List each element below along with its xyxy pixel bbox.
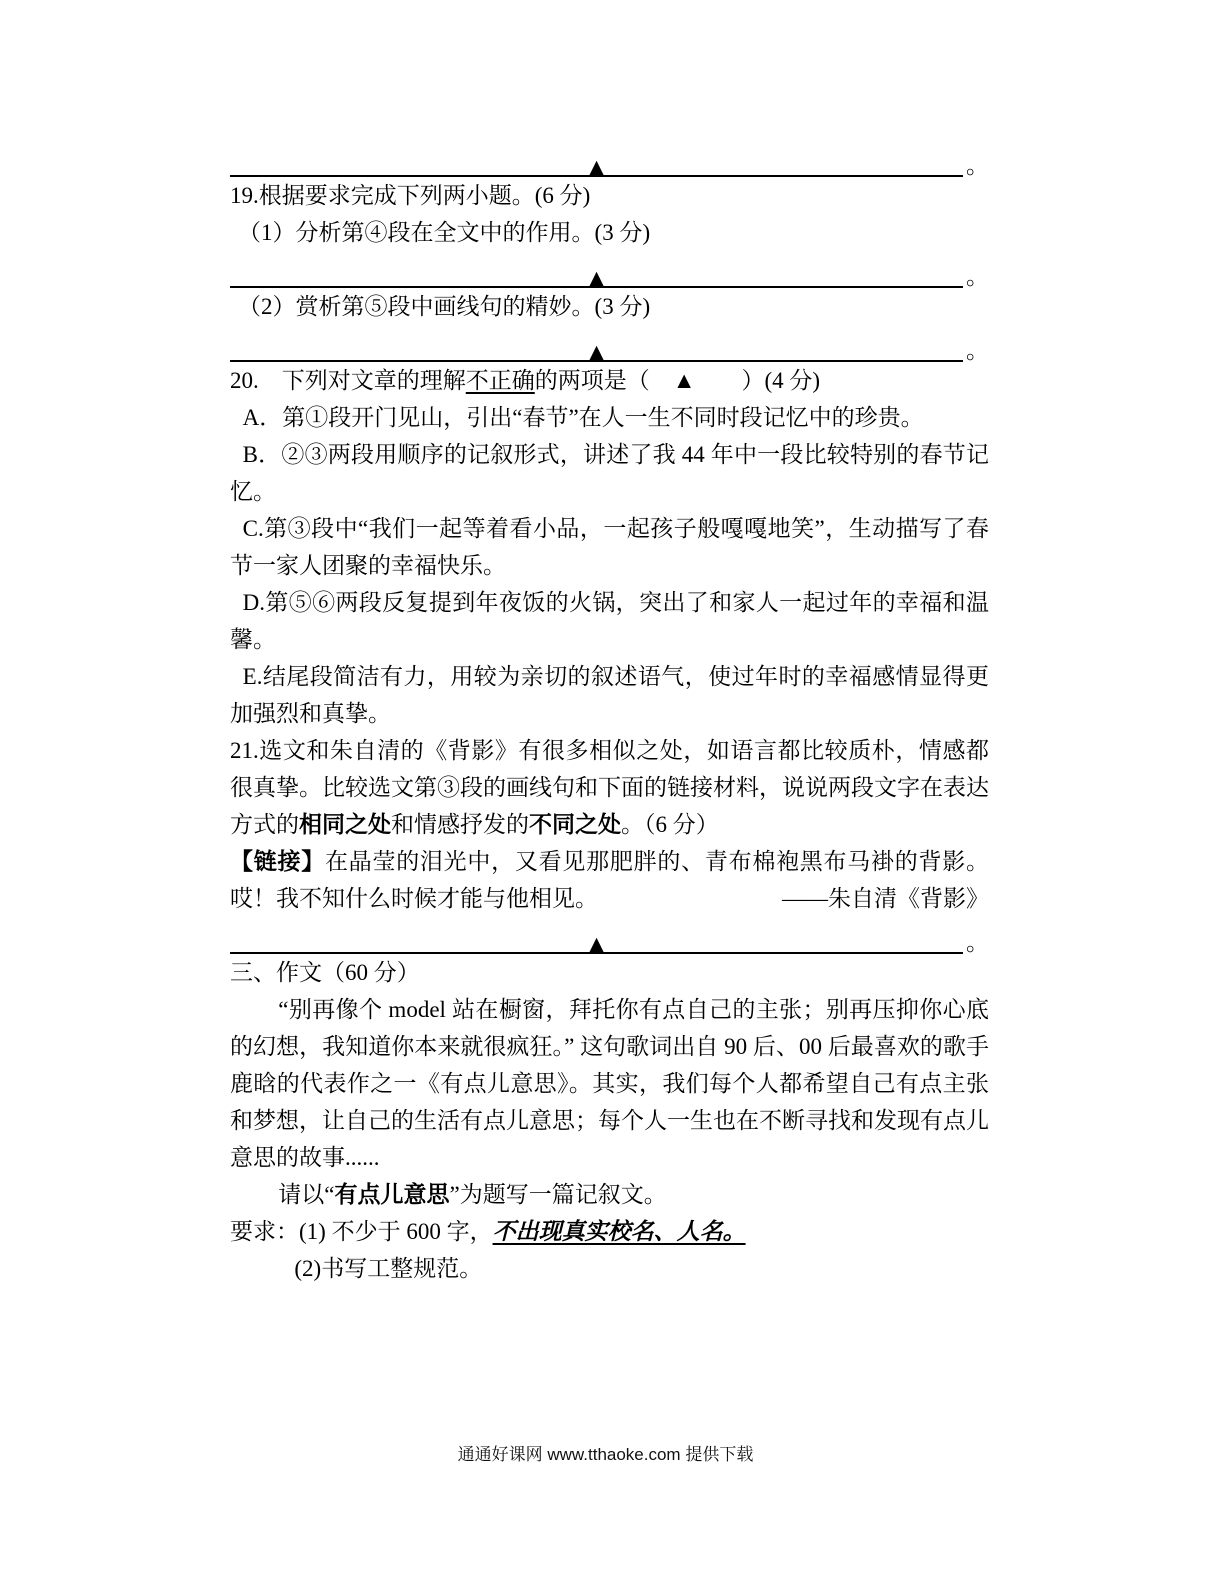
- composition-task: [230, 1176, 989, 1213]
- q20-option-a: A．第①段开门见山，引出“春节”在人一生不同时段记忆中的珍贵。: [242, 405, 924, 430]
- q20-title: [230, 362, 989, 399]
- answer-marker-triangle: ▲: [589, 156, 604, 178]
- answer-line-period: 。: [966, 264, 989, 289]
- link-label: 【链接】: [230, 849, 325, 874]
- answer-line-period: 。: [966, 153, 989, 178]
- q21-bold-same: 相同之处: [299, 812, 391, 837]
- answer-marker-triangle: ▲: [589, 341, 604, 363]
- answer-marker-triangle: ▲: [589, 267, 604, 289]
- q20-option-b: B．②③两段用顺序的记叙形式，讲述了我 44 年中一段比较特别的春节记忆。: [230, 442, 989, 504]
- link-text: 在晶莹的泪光中，又看见那肥胖的、青布棉袍黑布马褂的背影。哎！我不知什么时候才能与他相见。: [230, 849, 990, 911]
- q20-title-tail: 的两项是（ ▲ ）(4 分): [534, 368, 821, 393]
- answer-line-period: 。: [966, 338, 989, 363]
- q21-bold-different: 不同之处: [529, 812, 621, 837]
- q20-option-e: E.结尾段简洁有力，用较为亲切的叙述语气，使过年时的幸福感情显得更加强烈和真挚。: [230, 664, 989, 726]
- page-footer: 通通好课网 www.tthaoke.com 提供下载: [457, 1445, 754, 1464]
- answer-rule: [230, 325, 963, 362]
- q19-title: 19.根据要求完成下列两小题。(6 分): [230, 183, 591, 208]
- q21-part3: 。（6 分）: [621, 812, 719, 837]
- answer-rule: [230, 917, 963, 954]
- answer-rule: [230, 251, 963, 288]
- composition-intro: “别再像个 model 站在橱窗，拜托你有点自己的主张；别再压抑你心底的幻想，我知道你本来就很疯狂。” 这句歌词出自 90 后、00 后最喜欢的歌手鹿晗的代表作之一《有点儿意思》。其实，我们每个人都希望自己有点主张和梦想，让自己的生活有点儿意思；每个人一生也在不断寻找和发现有点儿意思的故事......: [230, 997, 989, 1170]
- task-pre: 请以“: [278, 1182, 335, 1207]
- requirement-lead: 要求：(1) 不少于 600 字，: [230, 1219, 493, 1244]
- answer-rule: [230, 140, 963, 177]
- q20-option-d: D.第⑤⑥两段反复提到年夜饭的火锅，突出了和家人一起过年的幸福和温馨。: [230, 590, 989, 652]
- composition-requirement-2: (2)书写工整规范。: [294, 1256, 483, 1281]
- link-source: ——朱自清《背影》: [782, 886, 989, 911]
- q20-title-emphasis: 不正确: [465, 368, 535, 393]
- q21-link-block: [230, 843, 989, 917]
- q21-part1: 21.选文和朱自清的《背影》有很多相似之处，如语言都比较质朴，情感都很真挚。比较选文第③段的画线句和下面的链接材料，说说两段文字在表达方式的: [230, 738, 989, 837]
- answer-marker-triangle: ▲: [589, 933, 604, 955]
- composition-section-title: 三、作文（60 分）: [230, 960, 420, 985]
- answer-line: [230, 917, 989, 954]
- composition-requirement-1: [230, 1213, 989, 1250]
- q19-sub2: （2）赏析第⑤段中画线句的精妙。(3 分): [238, 294, 651, 319]
- answer-line: [230, 325, 989, 362]
- q21-part2: 和情感抒发的: [391, 812, 529, 837]
- answer-line-period: 。: [966, 930, 989, 955]
- q20-title-lead: 20. 下列对文章的理解: [230, 368, 466, 393]
- requirement-emphasis: 不出现真实校名、人名。: [492, 1219, 746, 1244]
- q19-sub1: （1）分析第④段在全文中的作用。(3 分): [238, 220, 651, 245]
- q21-text: [230, 732, 989, 843]
- answer-line: [230, 140, 989, 177]
- answer-line: [230, 251, 989, 288]
- task-post: ”为题写一篇记叙文。: [449, 1182, 667, 1207]
- q20-option-c: C.第③段中“我们一起等着看小品，一起孩子般嘎嘎地笑”，生动描写了春节一家人团聚的幸福快乐。: [230, 516, 989, 578]
- task-title-bold: 有点儿意思: [334, 1182, 450, 1207]
